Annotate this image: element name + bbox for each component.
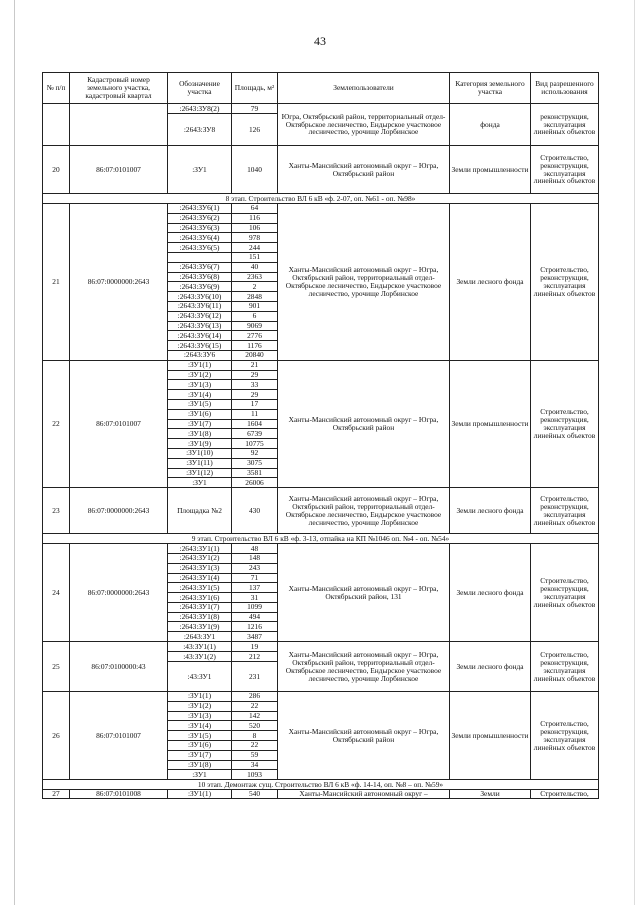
plot-area: 978 <box>232 233 278 243</box>
plot-area: 20840 <box>232 350 278 360</box>
land-users: Югра, Октябрьский район, территориальный отдел-Октябрьское лесничество, Ендырское участковое лесничество, урочище Лорбинское <box>278 104 450 146</box>
plot-area: 106 <box>232 223 278 233</box>
plot-area: 34 <box>232 760 278 770</box>
plot-designation: :2643:ЗУ1(6) <box>168 593 232 603</box>
plot-designation: :2643:ЗУ1(2) <box>168 553 232 563</box>
plot-designation: :2643:ЗУ6 <box>168 350 232 360</box>
plot-area: 1099 <box>232 602 278 612</box>
plot-designation: :2643:ЗУ1(8) <box>168 612 232 622</box>
stage-title: 9 этап. Строительство ВЛ 6 кВ «ф. 3-13, отпайка на КП №1046 оп. №4 - оп. №54» <box>43 534 599 544</box>
plot-designation: :43:ЗУ1(1) <box>168 642 232 652</box>
plot-designation: :2643:ЗУ6(13) <box>168 321 232 331</box>
scan-edge-line <box>634 0 635 905</box>
permitted-usage: Строительство, <box>531 790 599 799</box>
permitted-usage: реконструкция, эксплуатация линейных объектов <box>531 104 599 146</box>
plot-area: 29 <box>232 370 278 380</box>
land-users: Ханты-Мансийский автономный округ – Югра, Октябрьский район, 131 <box>278 544 450 642</box>
plot-area: 243 <box>232 563 278 573</box>
plot-designation: :ЗУ1 <box>168 770 232 780</box>
plot-area: 540 <box>232 790 278 799</box>
table-row <box>43 146 599 194</box>
plot-area: 148 <box>232 553 278 563</box>
plot-area: 3075 <box>232 458 278 468</box>
cadastral-number: 86:07:0101007 <box>70 692 168 780</box>
plot-designation: :2643:ЗУ1 <box>168 632 232 642</box>
plot-designation: :2643:ЗУ8 <box>168 114 232 146</box>
land-category: Земли лесного фонда <box>450 204 531 361</box>
plot-area: 1216 <box>232 622 278 632</box>
header-usage: Вид разрешенного использования <box>531 73 599 104</box>
plot-area: 2848 <box>232 292 278 302</box>
plot-designation: :2643:ЗУ1(1) <box>168 544 232 554</box>
plot-area: 26006 <box>232 478 278 488</box>
stage-row <box>43 534 599 544</box>
plot-area: 6 <box>232 311 278 321</box>
plot-designation: :2643:ЗУ6(3) <box>168 223 232 233</box>
land-users: Ханты-Мансийский автономный округ – <box>278 790 450 799</box>
land-category: Земли <box>450 790 531 799</box>
land-category: фонда <box>450 104 531 146</box>
plot-designation: :2643:ЗУ6(14) <box>168 331 232 341</box>
plot-designation: :ЗУ1(8) <box>168 429 232 439</box>
land-category: Земли лесного фонда <box>450 488 531 534</box>
plot-designation: :2643:ЗУ6(10) <box>168 292 232 302</box>
land-users: Ханты-Мансийский автономный округ – Югра, Октябрьский район <box>278 146 450 194</box>
stage-title: 8 этап. Строительство ВЛ 6 кВ «ф. 2-07, оп. №61 - оп. №98» <box>43 194 599 204</box>
header-category: Категория земельного участка <box>450 73 531 104</box>
header-num: № п/п <box>43 73 70 104</box>
land-category: Земли промышленности <box>450 360 531 487</box>
table-row <box>43 642 599 652</box>
plot-designation: :2643:ЗУ6(9) <box>168 282 232 292</box>
cadastral-number: 86:07:0000000:2643 <box>70 488 168 534</box>
permitted-usage: Строительство, реконструкция, эксплуатация линейных объектов <box>531 204 599 361</box>
cadastral-number: 86:07:0000000:2643 <box>70 204 168 361</box>
plot-designation: :2643:ЗУ6(12) <box>168 311 232 321</box>
land-users: Ханты-Мансийский автономный округ – Югра, Октябрьский район, территориальный отдел-Октябрьское лесничество, Ендырское участковое лесничество, урочище Лорбинское <box>278 488 450 534</box>
plot-area: 19 <box>232 642 278 652</box>
permitted-usage: Строительство, реконструкция, эксплуатация линейных объектов <box>531 146 599 194</box>
plot-designation: :ЗУ1(8) <box>168 760 232 770</box>
plot-designation: :2643:ЗУ6(2) <box>168 213 232 223</box>
plot-area: 2776 <box>232 331 278 341</box>
plot-area: 29 <box>232 390 278 400</box>
plot-designation: :ЗУ1(9) <box>168 439 232 449</box>
plot-designation: :ЗУ1(10) <box>168 448 232 458</box>
plot-area: 494 <box>232 612 278 622</box>
table-row <box>43 544 599 554</box>
permitted-usage: Строительство, реконструкция, эксплуатация линейных объектов <box>531 642 599 692</box>
plot-area: 59 <box>232 750 278 760</box>
plot-designation: :2643:ЗУ6(5) <box>168 243 232 253</box>
cadastral-number: 86:07:0100000:43 <box>70 642 168 692</box>
plot-area: 22 <box>232 741 278 751</box>
plot-area: 1040 <box>232 146 278 194</box>
plot-area: 92 <box>232 448 278 458</box>
plot-area: 2 <box>232 282 278 292</box>
plot-area: 21 <box>232 360 278 370</box>
cadastral-number: 86:07:0101007 <box>70 360 168 487</box>
plot-designation: :ЗУ1(6) <box>168 409 232 419</box>
plot-area: 151 <box>232 252 278 262</box>
plot-designation: :ЗУ1(11) <box>168 458 232 468</box>
plot-designation: :2643:ЗУ6(4) <box>168 233 232 243</box>
plot-designation: :ЗУ1(1) <box>168 790 232 799</box>
plot-designation: :ЗУ1(6) <box>168 741 232 751</box>
row-number: 21 <box>43 204 70 361</box>
plot-area: 901 <box>232 301 278 311</box>
permitted-usage: Строительство, реконструкция, эксплуатация линейных объектов <box>531 360 599 487</box>
permitted-usage: Строительство, реконструкция, эксплуатация линейных объектов <box>531 488 599 534</box>
cadastral-number: 86:07:0101008 <box>70 790 168 799</box>
row-number: 25 <box>43 642 70 692</box>
plot-area: 212 <box>232 652 278 662</box>
plot-area: 8 <box>232 731 278 741</box>
plot-designation: :2643:ЗУ1(7) <box>168 602 232 612</box>
plot-area: 142 <box>232 711 278 721</box>
plot-designation: :ЗУ1(4) <box>168 721 232 731</box>
plot-area: 137 <box>232 583 278 593</box>
table-row <box>43 360 599 370</box>
plot-designation: :ЗУ1(3) <box>168 711 232 721</box>
plot-designation: :ЗУ1(1) <box>168 692 232 702</box>
row-number: 26 <box>43 692 70 780</box>
table-row <box>43 488 599 534</box>
plot-designation: :ЗУ1 <box>168 478 232 488</box>
table-row <box>43 692 599 702</box>
plot-designation: :2643:ЗУ1(4) <box>168 573 232 583</box>
plot-area: 1176 <box>232 341 278 351</box>
plot-area: 9069 <box>232 321 278 331</box>
plot-area: 64 <box>232 204 278 214</box>
plot-area: 2363 <box>232 272 278 282</box>
row-number <box>43 104 70 146</box>
plot-area: 1604 <box>232 419 278 429</box>
plot-designation: :43:ЗУ1 <box>168 662 232 692</box>
plot-area: 40 <box>232 262 278 272</box>
stage-row <box>43 780 599 790</box>
plot-designation: :43:ЗУ1(2) <box>168 652 232 662</box>
table-row <box>43 790 599 799</box>
plot-designation: Площадка №2 <box>168 488 232 534</box>
plot-designation: :2643:ЗУ1(9) <box>168 622 232 632</box>
plot-area: 17 <box>232 399 278 409</box>
plot-area: 1093 <box>232 770 278 780</box>
plot-area: 3581 <box>232 468 278 478</box>
plot-designation: :ЗУ1(1) <box>168 360 232 370</box>
plot-area: 22 <box>232 701 278 711</box>
plot-designation <box>168 252 232 262</box>
stage-row <box>43 194 599 204</box>
plot-area: 10775 <box>232 439 278 449</box>
plot-designation: :2643:ЗУ1(5) <box>168 583 232 593</box>
land-category: Земли промышленности <box>450 146 531 194</box>
plot-designation: :2643:ЗУ6(1) <box>168 204 232 214</box>
row-number: 27 <box>43 790 70 799</box>
plot-designation: :2643:ЗУ6(7) <box>168 262 232 272</box>
land-category: Земли лесного фонда <box>450 544 531 642</box>
plot-designation: :ЗУ1(5) <box>168 731 232 741</box>
land-users: Ханты-Мансийский автономный округ – Югра, Октябрьский район <box>278 360 450 487</box>
plot-area: 244 <box>232 243 278 253</box>
plot-designation: :ЗУ1(7) <box>168 419 232 429</box>
plot-designation: :ЗУ1(2) <box>168 370 232 380</box>
permitted-usage: Строительство, реконструкция, эксплуатация линейных объектов <box>531 544 599 642</box>
plot-area: 286 <box>232 692 278 702</box>
stage-title: 10 этап. Демонтаж сущ. Строительство ВЛ 6 кВ «ф. 14-14, оп. №8 – оп. №59» <box>43 780 599 790</box>
plot-designation: :ЗУ1(5) <box>168 399 232 409</box>
row-number: 23 <box>43 488 70 534</box>
land-category: Земли лесного фонда <box>450 642 531 692</box>
land-category: Земли промышленности <box>450 692 531 780</box>
table-header-row <box>43 73 599 104</box>
header-cadastral: Кадастровый номер земельного участка, кадастровый квартал <box>70 73 168 104</box>
plot-area: 231 <box>232 662 278 692</box>
plot-designation: :ЗУ1(4) <box>168 390 232 400</box>
plot-designation: :2643:ЗУ6(11) <box>168 301 232 311</box>
cadastral-number: 86:07:0101007 <box>70 146 168 194</box>
plot-designation: :ЗУ1 <box>168 146 232 194</box>
page-number: 43 <box>314 34 326 48</box>
row-number: 22 <box>43 360 70 487</box>
plot-area: 116 <box>232 213 278 223</box>
header-designation: Обозначение участка <box>168 73 232 104</box>
header-area: Площадь, м² <box>232 73 278 104</box>
table-row <box>43 204 599 214</box>
plot-designation: :2643:ЗУ6(8) <box>168 272 232 282</box>
table-row <box>43 104 599 114</box>
plot-area: 48 <box>232 544 278 554</box>
plot-designation: :ЗУ1(2) <box>168 701 232 711</box>
permitted-usage: Строительство, реконструкция, эксплуатация линейных объектов <box>531 692 599 780</box>
row-number: 24 <box>43 544 70 642</box>
cadastral-number: 86:07:0000000:2643 <box>70 544 168 642</box>
land-users: Ханты-Мансийский автономный округ – Югра, Октябрьский район, территориальный отдел-Октябрьское лесничество, Ендырское участковое лесничество, урочище Лорбинское <box>278 204 450 361</box>
plot-area: 126 <box>232 114 278 146</box>
plot-designation: :ЗУ1(7) <box>168 750 232 760</box>
land-plots-table <box>42 72 599 799</box>
plot-area: 3487 <box>232 632 278 642</box>
plot-area: 6739 <box>232 429 278 439</box>
plot-area: 79 <box>232 104 278 114</box>
plot-designation: :ЗУ1(12) <box>168 468 232 478</box>
scan-edge-line <box>14 0 15 905</box>
land-users: Ханты-Мансийский автономный округ – Югра, Октябрьский район, территориальный отдел-Октябрьское лесничество, Ендырское участковое лесничество, урочище Лорбинское <box>278 642 450 692</box>
plot-area: 520 <box>232 721 278 731</box>
plot-area: 71 <box>232 573 278 583</box>
plot-designation: :2643:ЗУ1(3) <box>168 563 232 573</box>
plot-designation: :ЗУ1(3) <box>168 380 232 390</box>
row-number: 20 <box>43 146 70 194</box>
cadastral-number <box>70 104 168 146</box>
header-users: Землепользователи <box>278 73 450 104</box>
plot-designation: :2643:ЗУ6(15) <box>168 341 232 351</box>
plot-area: 430 <box>232 488 278 534</box>
plot-area: 31 <box>232 593 278 603</box>
plot-designation: :2643:ЗУ8(2) <box>168 104 232 114</box>
plot-area: 11 <box>232 409 278 419</box>
land-users: Ханты-Мансийский автономный округ – Югра, Октябрьский район <box>278 692 450 780</box>
plot-area: 33 <box>232 380 278 390</box>
